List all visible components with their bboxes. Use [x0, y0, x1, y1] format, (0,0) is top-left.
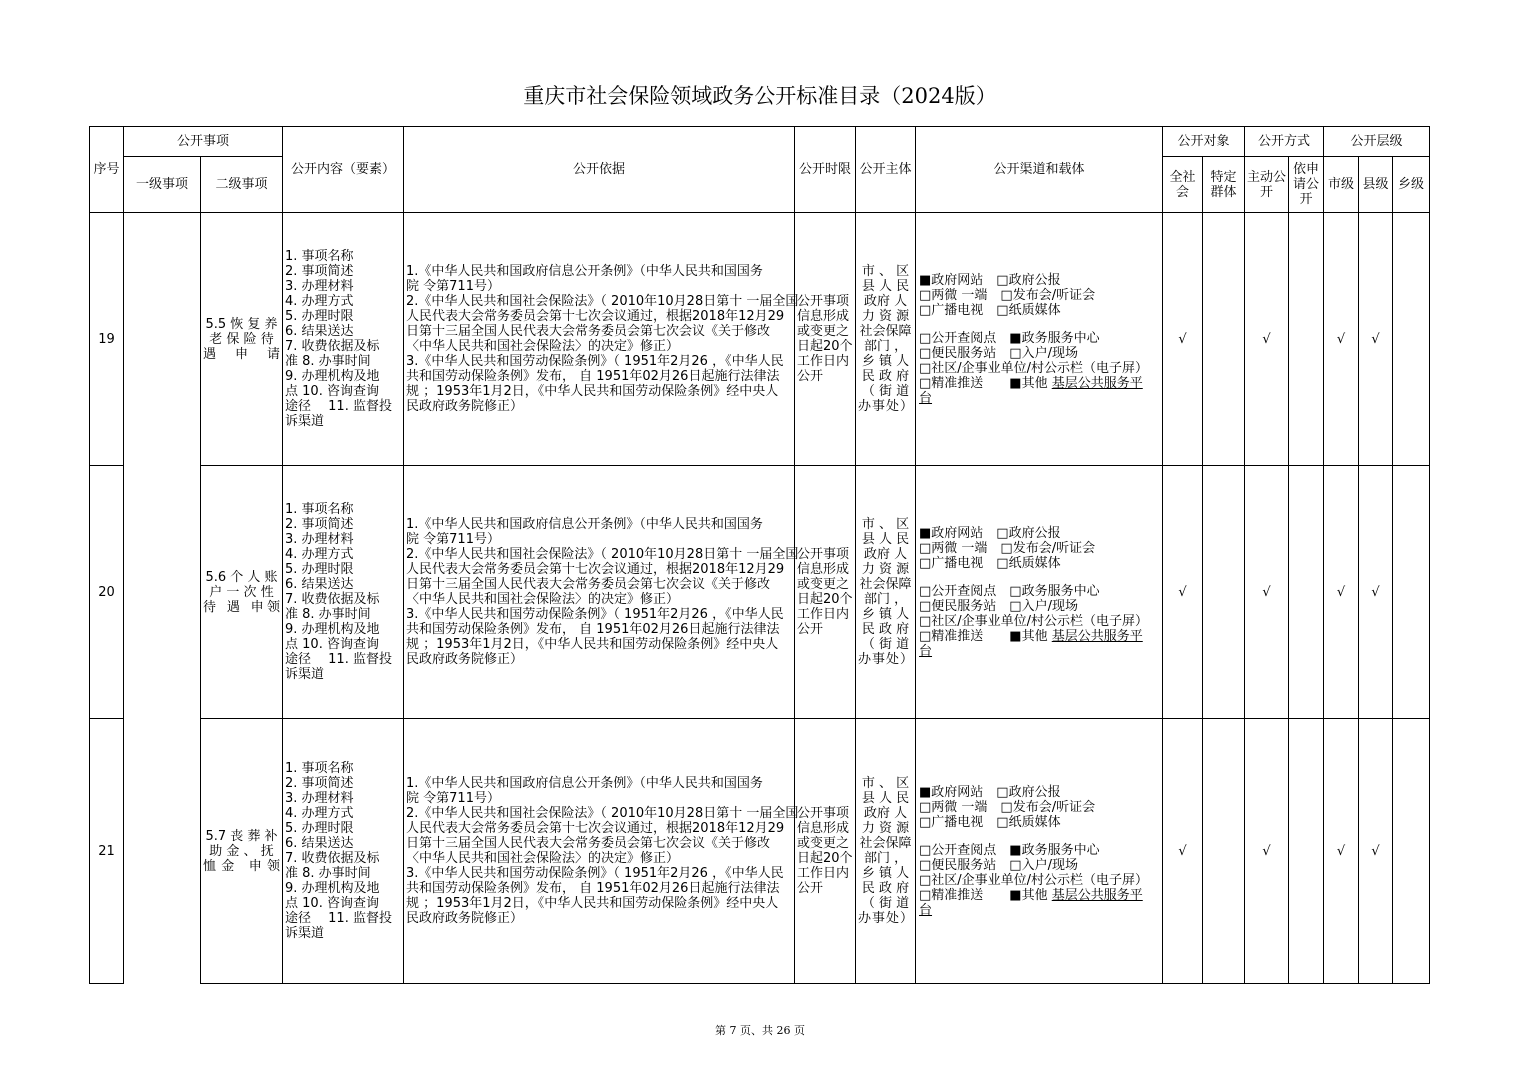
header-method: 公开方式: [1245, 127, 1324, 157]
header-lv-county: 县级: [1359, 157, 1393, 213]
header-row-1: [90, 127, 1430, 157]
header-channel: 公开渠道和载体: [916, 127, 1163, 213]
header-level: 公开层级: [1324, 127, 1430, 157]
check-lv-city: √: [1324, 466, 1359, 719]
check-method-active: √: [1245, 719, 1289, 984]
check-method-apply: [1289, 213, 1324, 466]
row-content: 1. 事项名称 2. 事项简述 3. 办理材料 4. 办理方式 5. 办理时限 6. 结果送达 7. 收费依据及标 准 8. 办事时间 9. 办理机构及地 点 10. 咨询查询 途径 11. 监督投 诉渠道: [283, 213, 404, 466]
row-level2: 5.5 恢 复 养 老 保 险 待 遇 申 请: [201, 213, 283, 466]
check-method-active: √: [1245, 466, 1289, 719]
level1-cell: [124, 213, 201, 984]
row-content: 1. 事项名称 2. 事项简述 3. 办理材料 4. 办理方式 5. 办理时限 6. 结果送达 7. 收费依据及标 准 8. 办事时间 9. 办理机构及地 点 10. 咨询查询 途径 11. 监督投 诉渠道: [283, 466, 404, 719]
header-object: 公开对象: [1163, 127, 1245, 157]
header-level2: 二级事项: [201, 157, 283, 213]
check-lv-town: [1393, 213, 1430, 466]
header-level1: 一级事项: [124, 157, 201, 213]
row-channel: ■政府网站 □政府公报 □两微 一端 □发布会/听证会 □广播电视 □纸质媒体 □公开查阅点 ■政务服务中心 □便民服务站 □入户/现场 □社区/企事业单位/村公示栏（电子屏） □精准推送 ■其他 基层公共服务平 台: [916, 719, 1163, 984]
header-seq: 序号: [90, 127, 124, 213]
row-content: 1. 事项名称 2. 事项简述 3. 办理材料 4. 办理方式 5. 办理时限 6. 结果送达 7. 收费依据及标 准 8. 办事时间 9. 办理机构及地 点 10. 咨询查询 途径 11. 监督投 诉渠道: [283, 719, 404, 984]
check-method-active: √: [1245, 213, 1289, 466]
row-level2: 5.7 丧 葬 补 助 金 、 抚 恤金 申领: [201, 719, 283, 984]
header-obj-specific: 特定群体: [1203, 157, 1245, 213]
header-basis: 公开依据: [404, 127, 795, 213]
row-seq: 19: [90, 213, 124, 466]
row-subject: 市 、 区 县 人 民 政府 人 力 资 源 社会保障 部门 ， 乡 镇 人 民 政 府 （ 街 道 办事处）: [856, 213, 916, 466]
row-seq: 21: [90, 719, 124, 984]
check-obj-all: √: [1163, 719, 1203, 984]
table-row: [90, 719, 1430, 984]
header-matter: 公开事项: [124, 127, 283, 157]
table-row: [90, 213, 1430, 466]
header-time-limit: 公开时限: [795, 127, 856, 213]
check-obj-all: √: [1163, 213, 1203, 466]
header-lv-city: 市级: [1324, 157, 1359, 213]
page-footer: 第 7 页、共 26 页: [715, 1024, 805, 1037]
row-time-limit: 公开事项信息形成或变更之日起20个工作日内公开: [795, 213, 856, 466]
row-basis: 1.《中华人民共和国政府信息公开条例》（中华人民共和国国务 院 令第711号） 2.《中华人民共和国社会保险法》（ 2010年10月28日第十 一届全国 人民代表大会常务委员会第十七次会议通过，根据2018年12月29 日第十三届全国人民代表大会常务委员会第七次会议《关于修改 〈中华人民共和国社会保险法〉的决定》修正） 3.《中华人民共和国劳动保险条例》（ 1951年2月26 ，《中华人民 共和国劳动保险条例》发布， 自 1951年02月26日起施行法律法 规 ；1953年1月2日，《中华人民共和国劳动保险条例》经中央人 民政府政务院修正）: [404, 719, 795, 984]
check-lv-county: √: [1359, 719, 1393, 984]
row-subject: 市 、 区 县 人 民 政府 人 力 资 源 社会保障 部门 ， 乡 镇 人 民 政 府 （ 街 道 办事处）: [856, 466, 916, 719]
row-level2: 5.6 个 人 账 户 一 次 性 待 遇 申领: [201, 466, 283, 719]
check-obj-specific: [1203, 466, 1245, 719]
row-time-limit: 公开事项信息形成或变更之日起20个工作日内公开: [795, 466, 856, 719]
check-lv-town: [1393, 466, 1430, 719]
check-lv-city: √: [1324, 719, 1359, 984]
header-obj-all: 全社会: [1163, 157, 1203, 213]
row-basis: 1.《中华人民共和国政府信息公开条例》（中华人民共和国国务 院 令第711号） 2.《中华人民共和国社会保险法》（ 2010年10月28日第十 一届全国 人民代表大会常务委员会第十七次会议通过，根据2018年12月29 日第十三届全国人民代表大会常务委员会第七次会议《关于修改 〈中华人民共和国社会保险法〉的决定》修正） 3.《中华人民共和国劳动保险条例》（ 1951年2月26 ，《中华人民 共和国劳动保险条例》发布， 自 1951年02月26日起施行法律法 规 ；1953年1月2日，《中华人民共和国劳动保险条例》经中央人 民政府政务院修正）: [404, 466, 795, 719]
header-content: 公开内容（要素）: [283, 127, 404, 213]
page-title: 重庆市社会保险领域政务公开标准目录（2024版）: [523, 84, 997, 108]
catalog-table: [89, 126, 1430, 984]
check-obj-specific: [1203, 719, 1245, 984]
header-subject: 公开主体: [856, 127, 916, 213]
check-lv-city: √: [1324, 213, 1359, 466]
row-subject: 市 、 区 县 人 民 政府 人 力 资 源 社会保障 部门 ， 乡 镇 人 民 政 府 （ 街 道 办事处）: [856, 719, 916, 984]
row-channel: ■政府网站 □政府公报 □两微 一端 □发布会/听证会 □广播电视 □纸质媒体 □公开查阅点 ■政务服务中心 □便民服务站 □入户/现场 □社区/企事业单位/村公示栏（电子屏） □精准推送 ■其他 基层公共服务平 台: [916, 213, 1163, 466]
row-basis: 1.《中华人民共和国政府信息公开条例》（中华人民共和国国务 院 令第711号） 2.《中华人民共和国社会保险法》（ 2010年10月28日第十 一届全国 人民代表大会常务委员会第十七次会议通过，根据2018年12月29 日第十三届全国人民代表大会常务委员会第七次会议《关于修改 〈中华人民共和国社会保险法〉的决定》修正） 3.《中华人民共和国劳动保险条例》（ 1951年2月26 ，《中华人民 共和国劳动保险条例》发布， 自 1951年02月26日起施行法律法 规 ；1953年1月2日，《中华人民共和国劳动保险条例》经中央人 民政府政务院修正）: [404, 213, 795, 466]
header-method-apply: 依申请公开: [1289, 157, 1324, 213]
check-method-apply: [1289, 466, 1324, 719]
check-obj-specific: [1203, 213, 1245, 466]
header-method-active: 主动公开: [1245, 157, 1289, 213]
check-lv-town: [1393, 719, 1430, 984]
header-lv-town: 乡级: [1393, 157, 1430, 213]
check-lv-county: √: [1359, 213, 1393, 466]
row-time-limit: 公开事项信息形成或变更之日起20个工作日内公开: [795, 719, 856, 984]
row-channel: ■政府网站 □政府公报 □两微 一端 □发布会/听证会 □广播电视 □纸质媒体 □公开查阅点 □政务服务中心 □便民服务站 □入户/现场 □社区/企事业单位/村公示栏（电子屏） □精准推送 ■其他 基层公共服务平 台: [916, 466, 1163, 719]
row-seq: 20: [90, 466, 124, 719]
check-method-apply: [1289, 719, 1324, 984]
table-row: [90, 466, 1430, 719]
check-lv-county: √: [1359, 466, 1393, 719]
check-obj-all: √: [1163, 466, 1203, 719]
